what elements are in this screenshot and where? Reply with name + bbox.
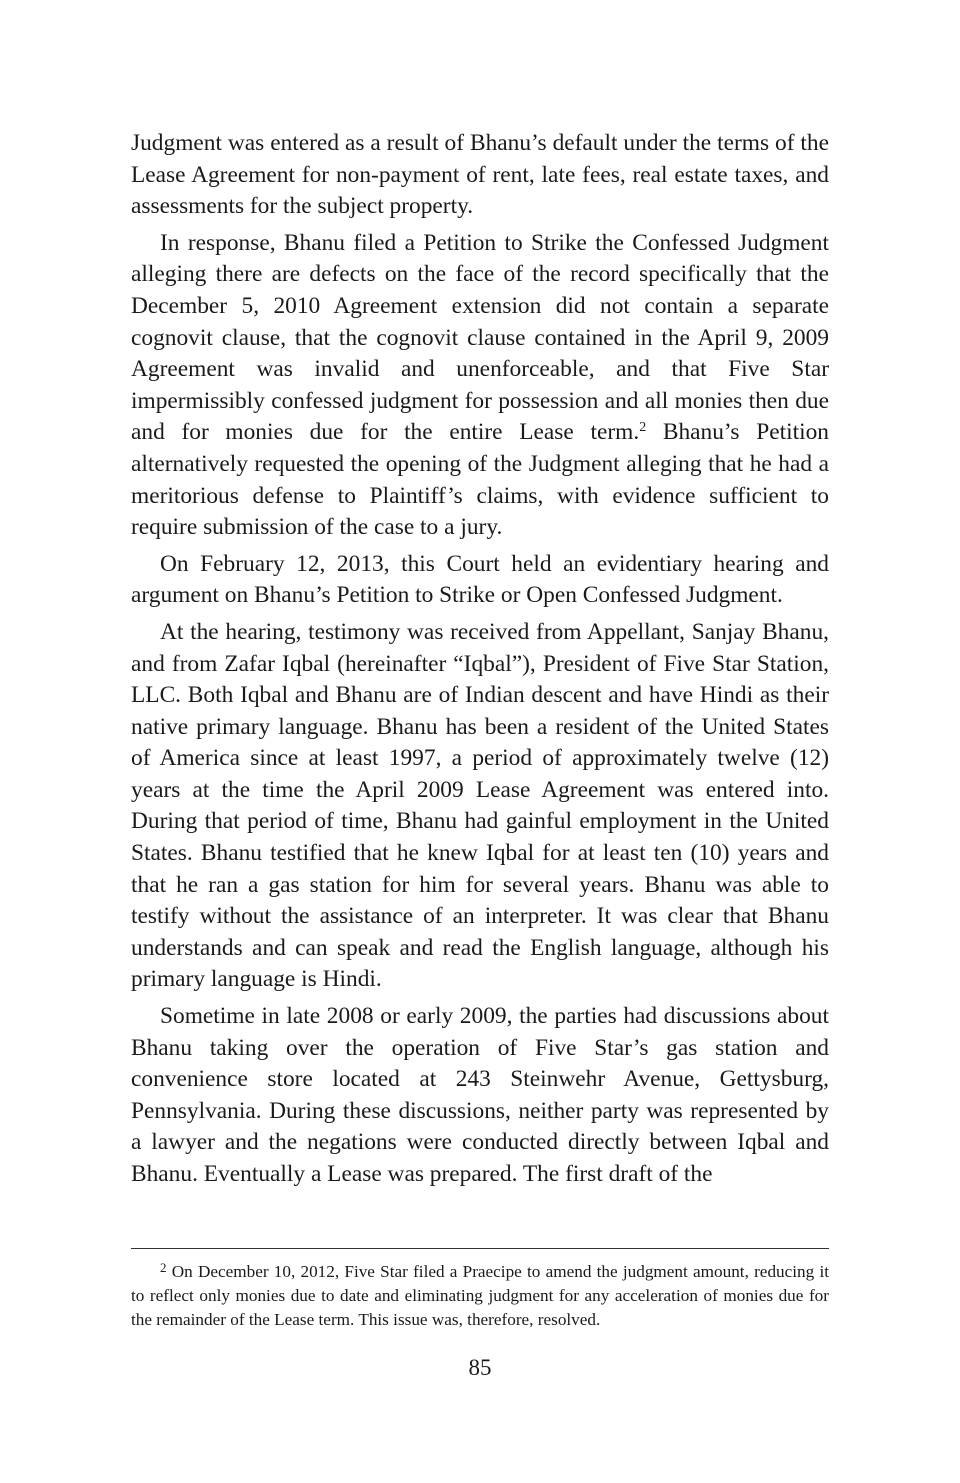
- paragraph-2: [131, 228, 829, 544]
- paragraph-3: On February 12, 2013, this Court held an evidentiary hearing and argument on Bhanu’s Petition to Strike or Open Confessed Judgment.: [131, 550, 829, 609]
- paragraph-1: Judgment was entered as a result of Bhanu’s default under the terms of the Lease Agreement for non-payment of rent, late fees, real estate taxes, and assessments for the subject property.: [131, 130, 829, 220]
- page-number: 85: [468, 1355, 492, 1380]
- footnote-reference: 2: [639, 420, 647, 436]
- paragraph-2-text: In response, Bhanu filed a Petition to Strike the Confessed Judgment alleging there are defects on the face of the record specifically that the December 5, 2010 Agreement extension did not contain a separate cognovit clause, that the cognovit clause contained in the April 9, 2009 Agreement was invalid and unenforceable, and that Five Star impermissibly confessed judgment for possession and all monies then due and for monies due for the entire Lease term.: [131, 229, 829, 446]
- paragraph-5: Sometime in late 2008 or early 2009, the parties had discussions about Bhanu taking over the operation of Five Star’s gas station and convenience store located at 243 Steinwehr Avenue, Gettysburg, Pennsylvania. During these discussions, neither party was represented by a lawyer and the negations were conducted directly between Iqbal and Bhanu. Eventually a Lease was prepared. The first draft of the: [131, 1003, 829, 1187]
- body-text: [131, 128, 829, 1196]
- paragraph-2-tail: Bhanu’s Petition alternatively requested the opening of the Judgment alleging that he had a meritorious defense to Plaintiff’s claims, with evidence sufficient to require submission of the case to a jury.: [131, 419, 829, 541]
- footnote: [131, 1260, 829, 1333]
- footnote-number: 2: [160, 1260, 167, 1275]
- paragraph-4: At the hearing, testimony was received from Appellant, Sanjay Bhanu, and from Zafar Iqbal (hereinafter “Iqbal”), President of Five Star Station, LLC. Both Iqbal and Bhanu are of Indian descent and have Hindi as their native primary language. Bhanu has been a resident of the United States of America since at least 1997, a period of approximately twelve (12) years at the time the April 2009 Lease Agreement was entered into. During that period of time, Bhanu had gainful employment in the United States. Bhanu testified that he knew Iqbal for at least ten (10) years and that he ran a gas station for him for several years. Bhanu was able to testify without the assistance of an interpreter. It was clear that Bhanu understands and can speak and read the English language, although his primary language is Hindi.: [131, 618, 829, 993]
- footnote-text: On December 10, 2012, Five Star filed a Praecipe to amend the judgment amount, reducing it to reflect only monies due to date and eliminating judgment for any acceleration of monies due for the remainder of the Lease term. This issue was, therefore, resolved.: [131, 1262, 829, 1330]
- footnote-divider: [131, 1248, 829, 1249]
